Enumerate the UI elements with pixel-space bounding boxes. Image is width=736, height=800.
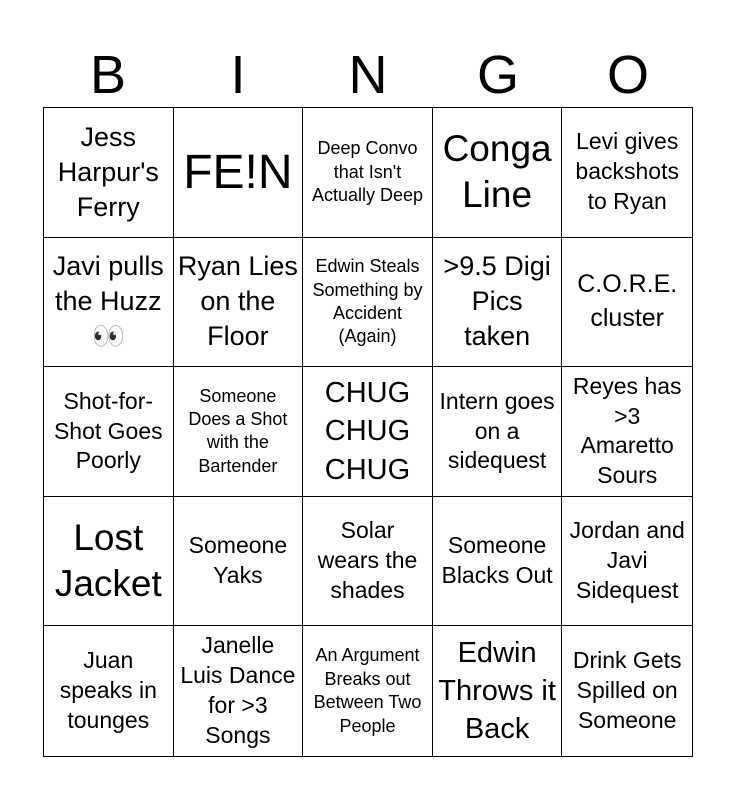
bingo-cell[interactable]: Javi pulls the Huzz 👀 xyxy=(44,238,174,368)
bingo-cell[interactable]: Jordan and Javi Sidequest xyxy=(562,497,692,627)
bingo-cell[interactable]: Reyes has >3 Amaretto Sours xyxy=(562,367,692,497)
bingo-cell[interactable]: Drink Gets Spilled on Someone xyxy=(572,647,682,734)
bingo-cell[interactable]: Juan speaks in tounges xyxy=(44,626,174,756)
bingo-cell[interactable]: >9.5 Digi Pics taken xyxy=(433,238,563,368)
bingo-cell[interactable]: Lost Jacket xyxy=(44,497,174,627)
bingo-cell[interactable]: Edwin Steals Something by Accident (Again) xyxy=(303,238,433,368)
bingo-cell[interactable]: Someone Yaks xyxy=(174,497,304,627)
bingo-cell[interactable]: Levi gives backshots to Ryan xyxy=(562,108,692,238)
bingo-cell[interactable]: Deep Convo that Isn't Actually Deep xyxy=(303,108,433,238)
bingo-cell[interactable]: Edwin Throws it Back xyxy=(433,626,563,756)
header-letter-b: B xyxy=(89,45,127,105)
header-letter-g: G xyxy=(476,45,519,105)
bingo-cell[interactable]: Solar wears the shades xyxy=(303,497,433,627)
bingo-board xyxy=(43,107,693,757)
bingo-cell[interactable]: Someone Does a Shot with the Bartender xyxy=(174,367,304,497)
header-letter-i: I xyxy=(230,45,246,105)
bingo-header xyxy=(43,44,693,106)
bingo-cell[interactable]: Jess Harpur's Ferry xyxy=(44,108,174,238)
bingo-cell[interactable]: Someone Blacks Out xyxy=(433,497,563,627)
bingo-cell[interactable]: C.O.R.E. cluster xyxy=(562,238,692,368)
bingo-cell[interactable]: Conga Line xyxy=(433,108,563,238)
bingo-cell[interactable]: An Argument Breaks out Between Two People xyxy=(303,626,433,756)
bingo-cell[interactable]: CHUG CHUG CHUG xyxy=(303,367,433,497)
bingo-cell[interactable]: Shot-for-Shot Goes Poorly xyxy=(44,367,174,497)
bingo-cell[interactable]: FE!N xyxy=(174,108,304,238)
header-letter-n: N xyxy=(348,45,388,105)
bingo-cell[interactable]: Intern goes on a sidequest xyxy=(433,367,563,497)
bingo-cell[interactable]: Janelle Luis Dance for >3 Songs xyxy=(174,626,304,756)
bingo-cell[interactable]: Ryan Lies on the Floor xyxy=(174,238,304,368)
header-letter-o: O xyxy=(606,45,649,105)
